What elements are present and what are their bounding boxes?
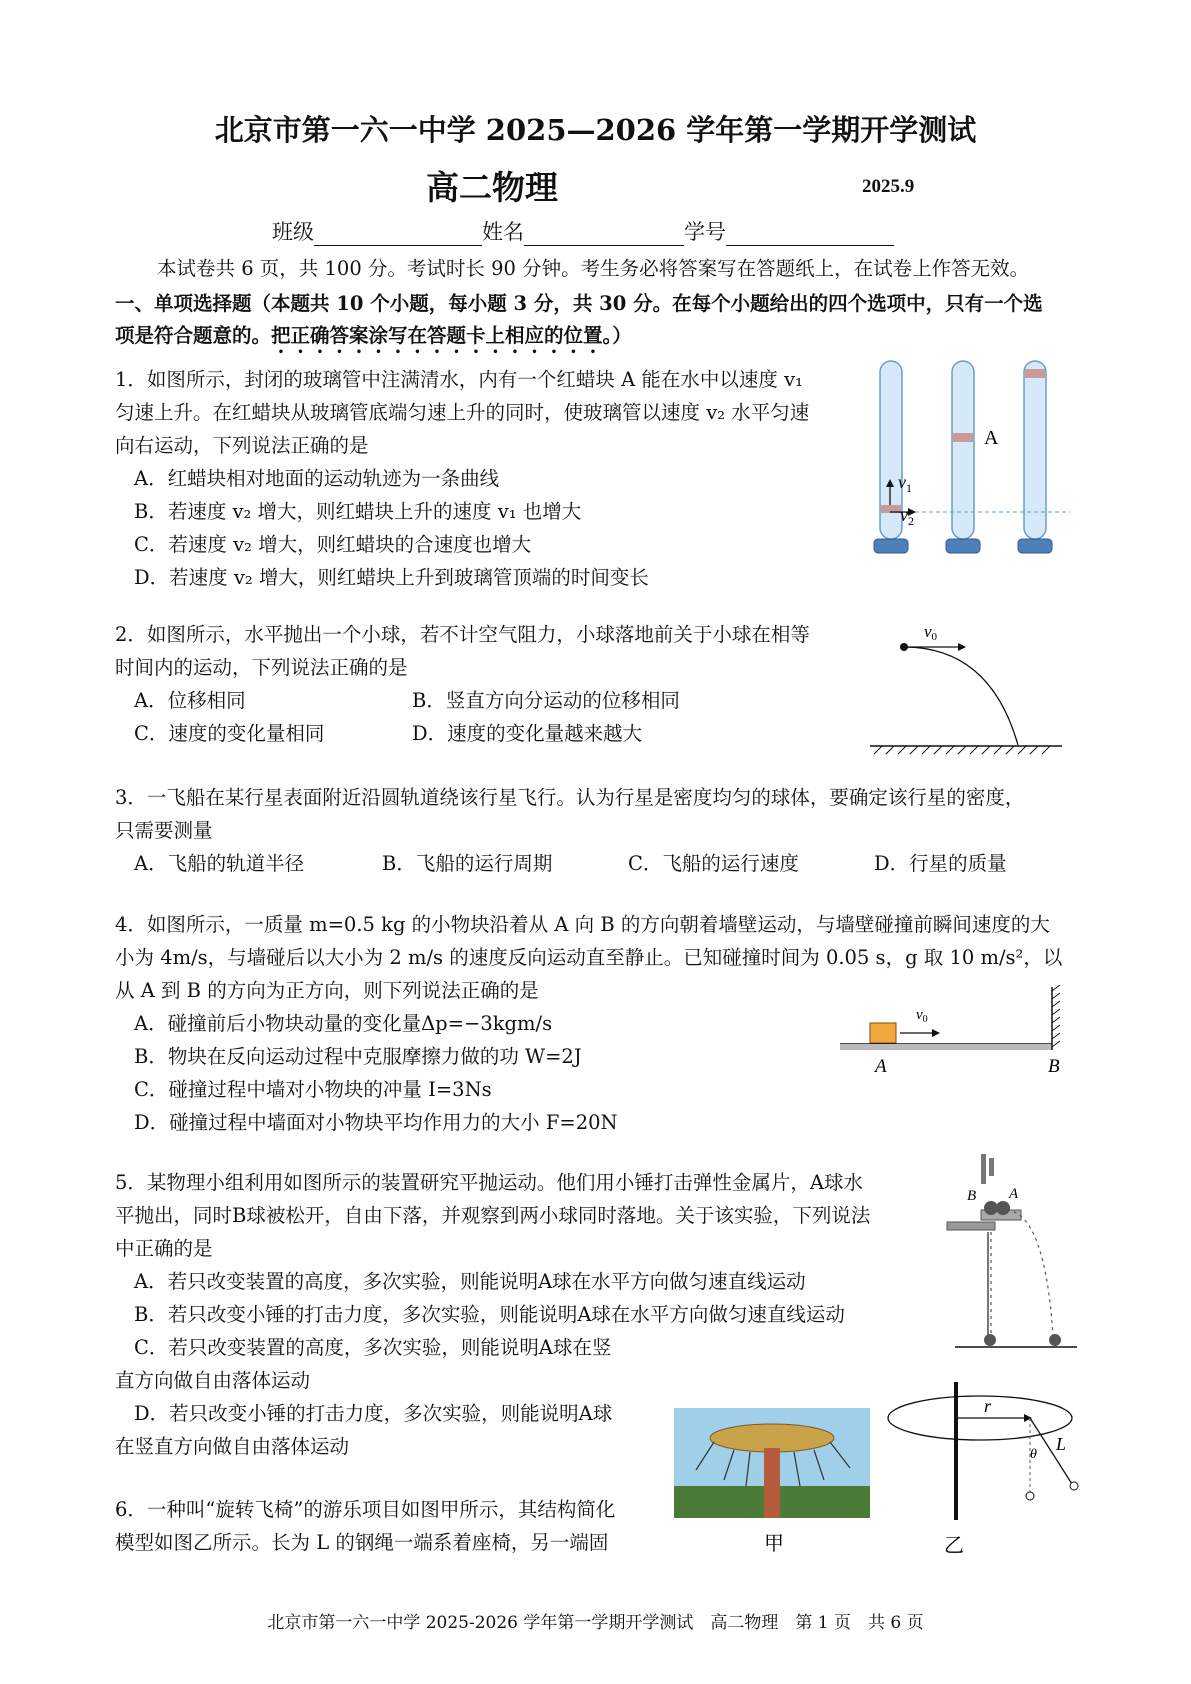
fig-label-v0: $v_0$ — [916, 1007, 928, 1025]
class-blank[interactable] — [314, 223, 482, 246]
block — [870, 1023, 896, 1043]
q5-option-c-line1: C．若只改变装置的高度，多次实验，则能说明A球在竖 — [134, 1336, 612, 1359]
q3-option-b: B．飞船的运行周期 — [382, 852, 553, 875]
q4-stem-line1: 4．如图所示，一质量 m=0.5 kg 的小物块沿着从 A 向 B 的方向朝着墙壁运动，与墙壁碰撞前瞬间速度的大 — [115, 913, 1050, 936]
name-label: 姓名 — [482, 220, 524, 244]
fig-label-B: B — [1048, 1056, 1060, 1075]
section1-heading-line1: 一、单项选择题（本题共 10 个小题，每小题 3 分，共 30 分。在每个小题给出的四个选项中，只有一个选 — [115, 292, 1043, 315]
student-info-fields — [272, 216, 894, 246]
ride-top — [710, 1424, 834, 1452]
q4-option-b: B．物块在反向运动过程中克服摩擦力做的功 W=2J — [134, 1045, 582, 1068]
q2-option-b: B．竖直方向分运动的位移相同 — [412, 689, 680, 712]
wax-block-3 — [1025, 369, 1045, 378]
q1-option-c: C．若速度 v₂ 增大，则红蜡块的合速度也增大 — [134, 533, 532, 556]
ball-B — [984, 1201, 998, 1215]
platform — [947, 1222, 995, 1230]
glass-tube-2 — [946, 361, 980, 553]
id-blank[interactable] — [726, 223, 894, 246]
fig-label-jia: 甲 — [764, 1531, 784, 1555]
q2-option-c: C．速度的变化量相同 — [134, 722, 325, 745]
q1-stem-line2: 匀速上升。在红蜡块从玻璃管底端匀速上升的同时，使玻璃管以速度 v₂ 水平匀速 — [115, 401, 810, 424]
page-footer: 北京市第一六一中学 2025-2026 学年第一学期开学测试 高二物理 第 1 页 共 6 页 — [267, 1613, 924, 1633]
q6-stem-line1: 6．一种叫“旋转飞椅”的游乐项目如图甲所示，其结构简化 — [115, 1498, 616, 1521]
q5-apparatus-figure — [945, 1150, 1080, 1350]
a-trajectory — [1007, 1210, 1053, 1336]
fig-label-r: r — [984, 1396, 992, 1416]
q4-option-c: C．碰撞过程中墙对小物块的冲量 I=3Ns — [134, 1078, 492, 1101]
q1-stem-line3: 向右运动，下列说法正确的是 — [115, 434, 369, 457]
q6-model-yi — [880, 1380, 1080, 1560]
name-blank[interactable] — [524, 223, 684, 246]
glass-tube-3 — [1018, 361, 1052, 553]
section1-heading-line2 — [115, 323, 632, 358]
q3-stem-line1: 3．一飞船在某行星表面附近沿圆轨道绕该行星飞行。认为行星是密度均匀的球体，要确定该行星的密度， — [115, 786, 1025, 809]
section1-plain: 项是符合题意的。 — [115, 324, 272, 347]
floor-hatch — [840, 1044, 1052, 1050]
fig-label-A: A — [984, 427, 999, 449]
q2-projectile-figure — [870, 615, 1070, 755]
fig-label-theta: θ — [1030, 1447, 1037, 1462]
ride-tower — [764, 1448, 780, 1518]
wax-block-2 — [953, 433, 973, 442]
id-label: 学号 — [684, 220, 726, 244]
q2-option-d: D．速度的变化量越来越大 — [412, 722, 643, 745]
q2-stem-line2: 时间内的运动，下列说法正确的是 — [115, 656, 408, 679]
q4-stem-line3: 从 A 到 B 的方向为正方向，则下列说法正确的是 — [115, 979, 539, 1002]
q4-option-a: A．碰撞前后小物块动量的变化量Δp=−3kgm/s — [134, 1012, 553, 1035]
q5-option-c-line2: 直方向做自由落体运动 — [115, 1369, 311, 1392]
q1-option-b: B．若速度 v₂ 增大，则红蜡块上升的速度 v₁ 也增大 — [134, 500, 582, 523]
fig-label-v2: $v_2$ — [900, 505, 914, 528]
q5-option-a: A．若只改变装置的高度，多次实验，则能说明A球在水平方向做匀速直线运动 — [134, 1270, 806, 1293]
subject-title: 高二物理 — [426, 168, 558, 207]
q6-stem-line2: 模型如图乙所示。长为 L 的钢绳一端系着座椅，另一端固 — [115, 1531, 609, 1554]
q6-photo-jia — [674, 1408, 870, 1556]
q2-option-a: A．位移相同 — [134, 689, 246, 712]
q1-option-d: D．若速度 v₂ 增大，则红蜡块上升到玻璃管顶端的时间变长 — [134, 566, 649, 589]
fig-label-yi: 乙 — [944, 1533, 964, 1557]
q3-stem-line2: 只需要测量 — [115, 819, 213, 842]
class-label: 班级 — [272, 220, 314, 244]
section1-emphasis: 把正确答案涂写在答题卡上相应的位置 — [271, 324, 603, 347]
q4-option-d: D．碰撞过程中墙面对小物块平均作用力的大小 F=20N — [134, 1111, 618, 1134]
q4-block-wall-figure — [840, 985, 1075, 1075]
hammer-handle — [981, 1154, 986, 1184]
q5-stem-line3: 中正确的是 — [115, 1237, 213, 1260]
section1-end: 。） — [602, 324, 632, 347]
q5-stem-line2: 平抛出，同时B球被松开，自由下落，并观察到两小球同时落地。关于该实验，下列说法 — [115, 1204, 871, 1227]
q3-option-d: D．行星的质量 — [874, 852, 1007, 875]
q5-option-b: B．若只改变小锤的打击力度，多次实验，则能说明A球在水平方向做匀速直线运动 — [134, 1303, 845, 1326]
q5-option-d-line2: 在竖直方向做自由落体运动 — [115, 1435, 350, 1458]
q5-option-d-line1: D．若只改变小锤的打击力度，多次实验，则能说明A球 — [134, 1402, 613, 1425]
q1-stem-line1: 1．如图所示，封闭的玻璃管中注满清水，内有一个红蜡块 A 能在水中以速度 v₁ — [115, 368, 803, 391]
fig-label-A: A — [1009, 1186, 1019, 1202]
trajectory — [904, 647, 1018, 745]
wall-hatching — [1052, 985, 1060, 1047]
fig-label-B: B — [967, 1188, 977, 1204]
q5-stem-line1: 5．某物理小组利用如图所示的装置研究平抛运动。他们用小锤打击弹性金属片，A球水 — [115, 1171, 863, 1194]
fig-label-A: A — [875, 1056, 887, 1075]
fig-label-v1: $v_1$ — [898, 472, 912, 495]
fig-label-v0: v0 — [924, 622, 938, 643]
ground-hatching — [874, 746, 1050, 754]
q3-option-c: C．飞船的运行速度 — [628, 852, 799, 875]
q1-option-a: A．红蜡块相对地面的运动轨迹为一条曲线 — [134, 467, 500, 490]
q1-glass-tubes-figure — [870, 355, 1090, 565]
exam-notice: 本试卷共 6 页，共 100 分。考试时长 90 分钟。考生务必将答案写在答题纸上，在试卷上作答无效。 — [157, 257, 1030, 280]
exam-title: 北京市第一六一中学 2025—2026 学年第一学期开学测试 — [214, 113, 977, 147]
exam-date: 2025.9 — [862, 176, 915, 197]
fig-label-L: L — [1056, 1434, 1067, 1454]
q2-stem-line1: 2．如图所示，水平抛出一个小球，若不计空气阻力，小球落地前关于小球在相等 — [115, 623, 810, 646]
q4-stem-line2: 小为 4m/s，与墙碰后以大小为 2 m/s 的速度反向运动直至静止。已知碰撞时间为 0.05 s，g 取 10 m/s²，以 — [115, 946, 1063, 969]
ball-A — [996, 1201, 1010, 1215]
q3-option-a: A．飞船的轨道半径 — [134, 852, 305, 875]
